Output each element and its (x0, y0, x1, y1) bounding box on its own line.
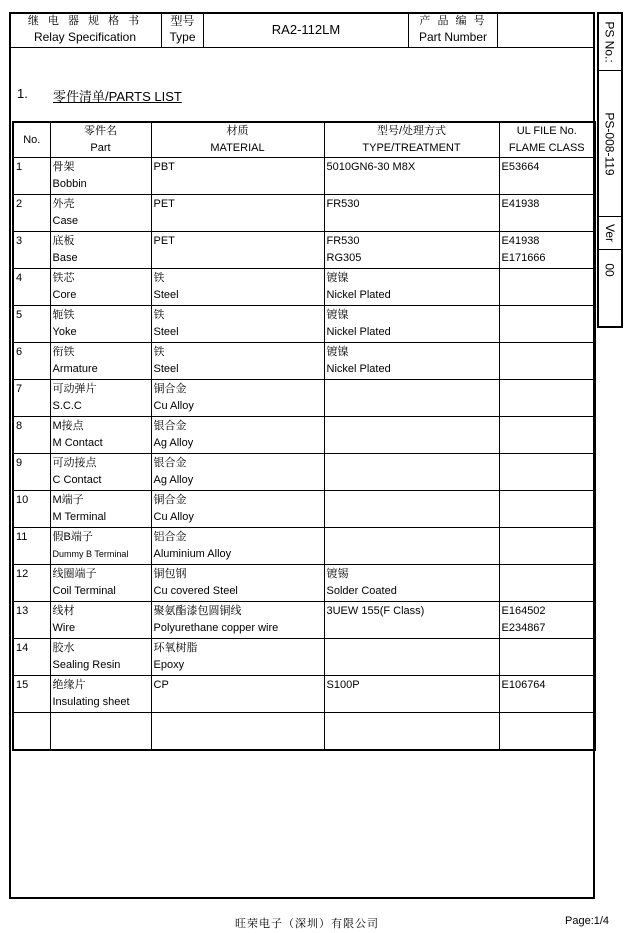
cell-part-part-en: Bobbin (52, 178, 87, 190)
spec-title-cell (9, 12, 162, 48)
section-title: 零件清单/PARTS LIST (53, 89, 182, 104)
cell-no (13, 602, 50, 639)
cell-ul (499, 269, 595, 306)
cell-material (151, 676, 324, 713)
cell-no (13, 528, 50, 565)
cell-part-part-en: Insulating sheet (52, 696, 130, 708)
cell-part-part-en: Wire (52, 622, 76, 634)
cell-part-part-cn: 衔铁 (52, 346, 75, 358)
cell-part-part-cn: 底板 (52, 235, 75, 247)
col-header-type (324, 122, 499, 158)
cell-ul (499, 602, 595, 639)
cell-ul-ul-2 (502, 213, 593, 230)
cell-part (50, 713, 151, 751)
cell-no-no: 5 (16, 309, 23, 321)
cell-type-type-1 (327, 640, 497, 657)
cell-no (13, 565, 50, 602)
cell-ul-ul-2 (502, 546, 593, 563)
cell-type-type-2 (327, 398, 497, 415)
cell-ul (499, 380, 595, 417)
cell-type-type-1 (327, 381, 497, 398)
cell-no-no: 13 (16, 605, 29, 617)
table-row (13, 454, 595, 491)
cell-material-mat-1: 银合金 (153, 420, 187, 432)
cell-ul-ul-2 (502, 657, 593, 674)
cell-type-type-1: FR530 (326, 235, 360, 247)
table-row (13, 269, 595, 306)
ps-no-label: PS No.: (603, 21, 618, 63)
cell-ul-ul-2 (502, 435, 593, 452)
cell-material (151, 195, 324, 232)
cell-type-type-1: S100P (326, 679, 360, 691)
cell-material-mat-1: PBT (153, 161, 175, 173)
cell-part-part-cn: 外壳 (52, 198, 75, 210)
footer-page-number: Page:1/4 (565, 915, 610, 927)
cell-type (324, 232, 499, 269)
cell-material-mat-2 (154, 731, 322, 748)
cell-type-type-1: 镀锡 (326, 568, 349, 580)
cell-part-part-en: M Terminal (52, 511, 107, 523)
table-row (13, 417, 595, 454)
cell-ul-ul-1 (502, 566, 593, 583)
cell-material (151, 713, 324, 751)
table-row (13, 676, 595, 713)
cell-material-mat-1: 铝合金 (153, 531, 187, 543)
cell-type-type-2: Nickel Plated (326, 289, 391, 301)
col-header-material (151, 122, 324, 158)
ps-no-label-cell (599, 14, 621, 70)
cell-part-part-cn: 线材 (52, 605, 75, 617)
cell-type-type-2 (327, 213, 497, 230)
col-header-ul (499, 122, 595, 158)
cell-no (13, 269, 50, 306)
cell-part-part-en: Case (52, 215, 79, 227)
cell-part-part-cn: 可动接点 (52, 457, 97, 469)
cell-type (324, 417, 499, 454)
cell-part-part-cn: 线圈端子 (52, 568, 97, 580)
cell-ul-ul-1 (502, 381, 593, 398)
cell-type-type-2 (327, 176, 497, 193)
header-divider (9, 47, 595, 48)
cell-type-type-2 (327, 435, 497, 452)
cell-ul-ul-2 (502, 472, 593, 489)
cell-ul-ul-1: E106764 (501, 679, 546, 691)
cell-material (151, 343, 324, 380)
part-number-label-cell (409, 12, 498, 48)
part-number-label-cn: 产 品 编 号 (419, 15, 487, 27)
table-row (13, 232, 595, 269)
cell-material-mat-1 (154, 714, 322, 731)
cell-type-type-1 (327, 529, 497, 546)
cell-type (324, 343, 499, 380)
cell-no (13, 158, 50, 195)
type-label-cn: 型号 (170, 14, 195, 28)
cell-ul-ul-2 (502, 324, 593, 341)
cell-type-type-2 (327, 657, 497, 674)
spec-title-cn: 继 电 器 规 格 书 (27, 15, 143, 27)
cell-ul (499, 195, 595, 232)
cell-part-part-cn: M端子 (52, 494, 84, 506)
header-bar (9, 12, 595, 48)
cell-type-type-1 (327, 492, 497, 509)
cell-ul-ul-1 (502, 344, 593, 361)
cell-material (151, 639, 324, 676)
cell-part (50, 232, 151, 269)
cell-material-mat-1: 铜合金 (153, 494, 187, 506)
cell-material (151, 565, 324, 602)
cell-type-type-1 (327, 418, 497, 435)
spec-title-en: Relay Specification (33, 30, 137, 44)
col-header-no-text: No. (23, 133, 41, 146)
cell-no-no: 15 (16, 679, 29, 691)
cell-part-part-cn: 绝缘片 (52, 679, 86, 691)
cell-no (13, 417, 50, 454)
cell-part (50, 491, 151, 528)
col-header-type-cn: 型号/处理方式 (376, 125, 447, 137)
cell-part-part-en: M Contact (52, 437, 103, 449)
cell-ul (499, 454, 595, 491)
cell-type (324, 676, 499, 713)
cell-material-mat-2 (154, 213, 322, 230)
cell-type-type-2 (327, 509, 497, 526)
cell-material-mat-2 (154, 250, 322, 267)
cell-ul (499, 491, 595, 528)
table-row (13, 565, 595, 602)
cell-no-no: 7 (16, 383, 23, 395)
cell-ul-ul-2 (502, 176, 593, 193)
cell-part-part-en: S.C.C (52, 400, 82, 412)
cell-part (50, 639, 151, 676)
parts-table (12, 121, 596, 751)
cell-material (151, 158, 324, 195)
cell-part-part-cn: 假B端子 (52, 531, 93, 543)
cell-type-type-1: 3UEW 155(F Class) (326, 605, 425, 617)
cell-ul-ul-2 (502, 509, 593, 526)
cell-ul-ul-2 (502, 398, 593, 415)
table-row (13, 306, 595, 343)
col-header-part-cn: 零件名 (84, 125, 117, 137)
cell-part (50, 602, 151, 639)
cell-ul-ul-1: E41938 (501, 198, 540, 210)
cell-part (50, 565, 151, 602)
cell-part (50, 528, 151, 565)
cell-material-mat-2: Cu covered Steel (153, 585, 238, 597)
cell-part-part-en (53, 731, 149, 748)
cell-part (50, 158, 151, 195)
cell-ul-ul-2 (502, 287, 593, 304)
cell-ul (499, 417, 595, 454)
col-header-material-en: MATERIAL (210, 142, 265, 154)
cell-part-part-en: Sealing Resin (52, 659, 121, 671)
col-header-part-en: Part (90, 142, 111, 154)
cell-material-mat-1: 铜合金 (153, 383, 187, 395)
cell-ul (499, 528, 595, 565)
table-row (13, 713, 595, 751)
table-row (13, 491, 595, 528)
cell-no (13, 491, 50, 528)
type-label-en: Type (169, 30, 196, 44)
table-row (13, 602, 595, 639)
cell-no-no: 2 (16, 198, 23, 210)
cell-material-mat-1: 铜包钢 (153, 568, 187, 580)
cell-no-no: 3 (16, 235, 23, 247)
table-row (13, 343, 595, 380)
side-info-column (597, 12, 623, 328)
cell-ul-ul-1 (502, 492, 593, 509)
cell-material-mat-1: PET (153, 235, 175, 247)
cell-part (50, 380, 151, 417)
col-header-ul-1: UL FILE No. (516, 125, 577, 137)
cell-no-no: 4 (16, 272, 23, 284)
cell-no (13, 195, 50, 232)
cell-ul (499, 232, 595, 269)
cell-material-mat-1: 铁 (153, 309, 165, 321)
cell-ul-ul-2 (502, 361, 593, 378)
cell-type (324, 269, 499, 306)
cell-type-type-2 (327, 731, 497, 748)
table-row (13, 380, 595, 417)
cell-part-part-cn (53, 714, 149, 731)
cell-type-type-2 (327, 546, 497, 563)
ver-label: Ver (602, 223, 617, 243)
cell-ul (499, 713, 595, 751)
cell-type (324, 528, 499, 565)
cell-material (151, 528, 324, 565)
cell-no-no: 9 (16, 457, 23, 469)
section-number: 1. (17, 86, 28, 101)
cell-no-no: 14 (16, 642, 29, 654)
cell-ul-ul-2: E171666 (501, 252, 546, 264)
cell-part (50, 676, 151, 713)
col-header-ul-2: FLAME CLASS (508, 142, 585, 154)
cell-material-mat-2 (154, 694, 322, 711)
cell-no (13, 639, 50, 676)
cell-type-type-1: 5010GN6-30 M8X (326, 161, 416, 173)
cell-part-part-cn: M接点 (52, 420, 84, 432)
cell-part-part-en: Coil Terminal (52, 585, 116, 597)
cell-part-part-en: Base (52, 252, 78, 264)
cell-ul (499, 158, 595, 195)
cell-material-mat-1: PET (153, 198, 175, 210)
cell-ul-ul-1 (502, 418, 593, 435)
table-row (13, 639, 595, 676)
cell-material (151, 491, 324, 528)
cell-material (151, 269, 324, 306)
cell-type (324, 380, 499, 417)
cell-material-mat-2: Epoxy (153, 659, 185, 671)
type-label-cell (162, 12, 204, 48)
cell-material-mat-1: 聚氨酯漆包圆铜线 (153, 605, 242, 617)
cell-material-mat-1: 环氧树脂 (153, 642, 198, 654)
col-header-no (13, 122, 50, 158)
cell-part-part-cn: 铁芯 (52, 272, 75, 284)
cell-part (50, 454, 151, 491)
cell-ul (499, 639, 595, 676)
cell-ul-ul-2 (502, 583, 593, 600)
cell-part (50, 417, 151, 454)
cell-ul-ul-1: E41938 (501, 235, 540, 247)
cell-type-type-2 (327, 694, 497, 711)
cell-material-mat-2: Ag Alloy (153, 437, 194, 449)
table-row (13, 528, 595, 565)
cell-no-no: 11 (16, 531, 28, 543)
cell-type-type-1 (327, 455, 497, 472)
cell-type-type-1: 镀镍 (326, 309, 349, 321)
type-value: RA2-112LM (271, 22, 341, 37)
cell-no-no: 10 (16, 494, 29, 506)
ps-no-value-cell (599, 71, 621, 216)
col-header-material-cn: 材质 (226, 125, 249, 137)
cell-material (151, 417, 324, 454)
cell-no (13, 713, 50, 751)
cell-material (151, 602, 324, 639)
ver-value: 00 (602, 263, 617, 277)
cell-material-mat-2: Steel (153, 363, 179, 375)
table-row (13, 158, 595, 195)
cell-part-part-en: Core (52, 289, 77, 301)
cell-type (324, 713, 499, 751)
cell-material-mat-2: Ag Alloy (153, 474, 194, 486)
cell-material-mat-1: 铁 (153, 346, 165, 358)
type-value-cell (204, 12, 409, 48)
cell-type (324, 491, 499, 528)
cell-type (324, 602, 499, 639)
cell-material-mat-2: Cu Alloy (153, 511, 194, 523)
cell-material-mat-2 (154, 176, 322, 193)
cell-type (324, 195, 499, 232)
cell-material-mat-2: Cu Alloy (153, 400, 194, 412)
cell-no (13, 380, 50, 417)
part-number-value-cell (498, 12, 595, 48)
ver-value-cell (599, 250, 621, 290)
cell-part-part-en: Armature (52, 363, 98, 375)
col-header-type-en: TYPE/TREATMENT (362, 142, 461, 154)
cell-no-no: 12 (16, 568, 29, 580)
cell-part-part-cn: 可动弹片 (52, 383, 97, 395)
cell-ul-ul-1 (502, 455, 593, 472)
cell-ul-ul-1 (502, 640, 593, 657)
cell-material-mat-2: Steel (153, 289, 179, 301)
cell-material (151, 232, 324, 269)
cell-type-type-1 (327, 714, 497, 731)
cell-type (324, 158, 499, 195)
cell-ul-ul-1 (502, 714, 593, 731)
cell-part (50, 306, 151, 343)
ver-label-cell (599, 217, 621, 249)
cell-no (13, 343, 50, 380)
cell-type (324, 306, 499, 343)
cell-no (13, 676, 50, 713)
cell-ul-ul-1 (502, 270, 593, 287)
cell-type-type-1: 镀镍 (326, 346, 349, 358)
cell-ul-ul-1 (502, 307, 593, 324)
cell-type-type-2: Nickel Plated (326, 363, 391, 375)
cell-material-mat-2: Polyurethane copper wire (153, 622, 279, 634)
cell-material (151, 306, 324, 343)
ps-no-value: PS-008-119 (603, 111, 617, 176)
cell-no-no (16, 714, 48, 731)
cell-type-type-2: RG305 (326, 252, 362, 264)
cell-ul-ul-2 (502, 731, 593, 748)
cell-ul-ul-2 (502, 694, 593, 711)
cell-material-mat-1: 银合金 (153, 457, 187, 469)
part-number-label-en: Part Number (418, 30, 488, 44)
cell-type-type-1: 镀镍 (326, 272, 349, 284)
parts-table-header-row (13, 122, 595, 158)
cell-part-part-cn: 骨架 (52, 161, 75, 173)
cell-material (151, 454, 324, 491)
cell-type-type-2: Nickel Plated (326, 326, 391, 338)
col-header-part (50, 122, 151, 158)
cell-no-no: 8 (16, 420, 23, 432)
cell-ul-ul-1: E164502 (501, 605, 546, 617)
footer-company: 旺荣电子（深圳）有限公司 (235, 918, 379, 930)
cell-ul (499, 676, 595, 713)
cell-no-no: 6 (16, 346, 23, 358)
cell-no (13, 454, 50, 491)
cell-part (50, 195, 151, 232)
cell-part-part-cn: 胶水 (52, 642, 75, 654)
cell-ul-ul-2: E234867 (501, 622, 546, 634)
cell-type-type-2 (327, 620, 497, 637)
cell-type (324, 639, 499, 676)
cell-ul-ul-1: E53664 (501, 161, 540, 173)
cell-ul (499, 343, 595, 380)
cell-type (324, 454, 499, 491)
cell-material-mat-2: Aluminium Alloy (153, 548, 232, 560)
cell-type-type-1: FR530 (326, 198, 360, 210)
cell-ul-ul-1 (502, 529, 593, 546)
cell-part-part-en: Yoke (52, 326, 77, 338)
cell-type-type-2 (327, 472, 497, 489)
cell-part (50, 343, 151, 380)
cell-part-part-en: Dummy B Terminal (52, 549, 129, 559)
cell-ul (499, 306, 595, 343)
cell-material (151, 380, 324, 417)
cell-type (324, 565, 499, 602)
cell-no (13, 232, 50, 269)
cell-type-type-2: Solder Coated (326, 585, 397, 597)
cell-part (50, 269, 151, 306)
table-row (13, 195, 595, 232)
cell-part-part-en: C Contact (52, 474, 102, 486)
cell-part-part-cn: 轭铁 (52, 309, 75, 321)
cell-no-no: 1 (16, 161, 23, 173)
cell-ul (499, 565, 595, 602)
cell-material-mat-2: Steel (153, 326, 179, 338)
cell-material-mat-1: 铁 (153, 272, 165, 284)
cell-no (13, 306, 50, 343)
cell-material-mat-1: CP (153, 679, 169, 691)
